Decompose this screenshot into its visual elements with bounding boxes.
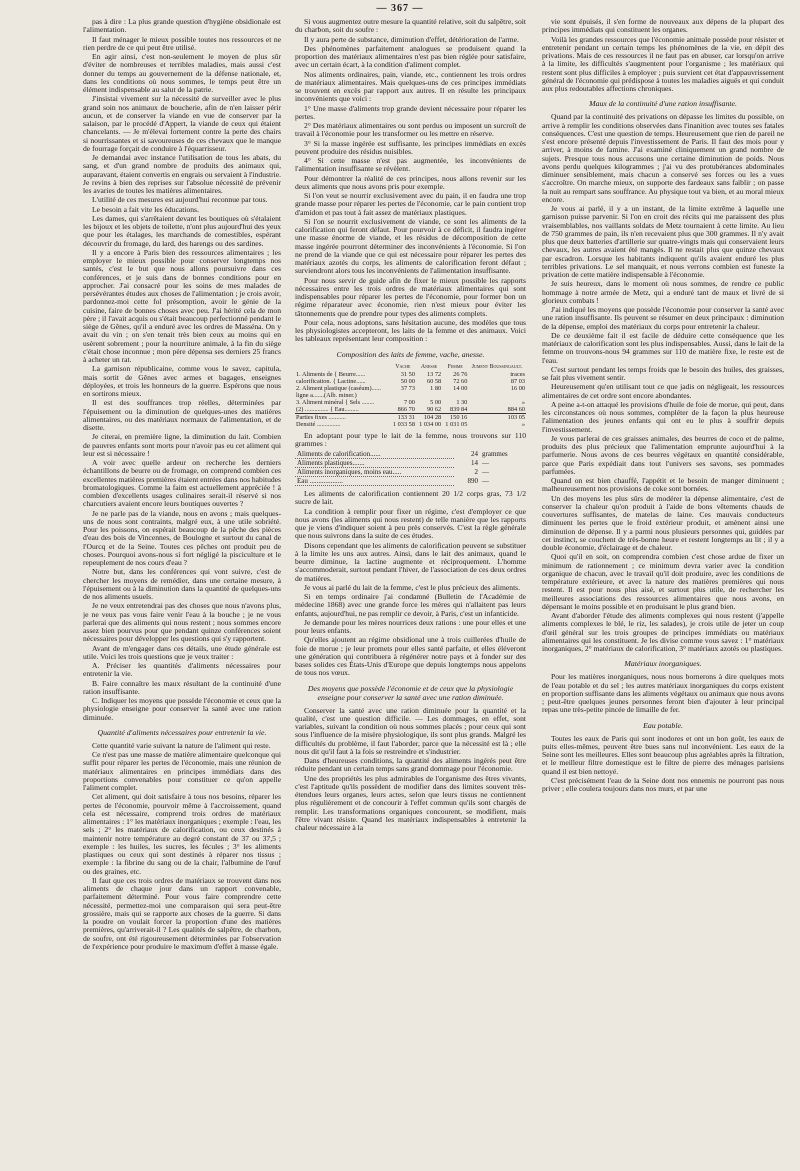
col1-body-a <box>83 18 281 722</box>
table-cell: 1 034 00 <box>419 420 442 428</box>
list-item <box>295 468 526 477</box>
table-cell: 50 00 <box>400 377 415 385</box>
list-item-value: 14 <box>471 459 478 467</box>
table-header-cell <box>295 364 390 371</box>
paragraph: Dans d'heureuses conditions, la quantité des aliments ingérés peut être réduite pendant un certain temps sans grand dommage pour l'économie. <box>295 756 526 774</box>
paragraph: Pour cela, nous adoptons, sans hésitation aucune, des modèles que tous les physiologistes accepteront, les laits de la femme et des animaux. Voici les tableaux représentant leur composition : <box>295 317 526 344</box>
paragraph: Des phénomènes parfaitement analogues se produisent quand la proportion des matériaux alimentaires n'est pas bien réglée pour satisfaire, avec un certain écart, à la condition d'aliment complet. <box>295 43 526 70</box>
list-item-label: Eau ................... <box>295 477 454 486</box>
list-item <box>295 477 526 486</box>
column-3 <box>542 18 784 1165</box>
table-cell: 104 28 <box>416 413 442 421</box>
table-cell: 72 60 <box>453 377 468 385</box>
table-cell: 60 58 <box>426 377 442 385</box>
col3-body-c <box>542 673 784 714</box>
paragraph: Pour nous servir de guide afin de fixer le mieux possible les rapports nécessaires entre les trois ordres de matériaux alimentaires qui sont indispensables pour réparer les pertes de l'économie, pour former bon un régime réparateur avec économie, rien n'est mieux pour éviter les tâtonnements que de prendre pour types des aliments complets. <box>295 275 526 318</box>
table-cell <box>442 392 468 399</box>
table-cell: 884 60 <box>507 405 525 413</box>
col3-body-d <box>542 735 784 794</box>
paragraph: Une des propriétés les plus admirables de l'organisme des êtres vivants, c'est l'aptitude qu'ils possèdent de modifier dans des limites souvent très-étendues leurs organes, leurs actes, selon que leurs tissus ne contiennent plus régulièrement et de concourir à l'effet commun qu'ils sont chargés de remplir. Les transformations organiques concourent, se modifient, mais l'être vivant résiste. Quand les matériaux indispensables à entretenir la chaleur nécessaire à la <box>295 773 526 832</box>
paragraph: Je vous parlerai de ces graisses animales, des beurres de coco et de palme, produits des plus précieux que l'alimentation emprunte aujourd'hui à la parfumerie. Nous avons de ces beurres végétaux en quantité considérable, parce que Paris expédiait dans tout l'univers ses savons, ses pommades parfumées. <box>542 433 784 476</box>
paragraph: Si l'on veut se nourrir exclusivement avec du pain, il en faudra une trop grande masse pour réparer les pertes de l'économie, car le pain contient trop d'amidon et pas tout à fait assez de matériaux plastiques. <box>295 191 526 217</box>
paragraph: Je suis heureux, dans le moment où nous sommes, de rendre ce public hommage à notre armée de Metz, qui a enduré tant de maux et livré de si glorieux combats ! <box>542 279 784 305</box>
paragraph: Quoi qu'il en soit, on comprendra combien c'est chose ardue de fixer un minimum de rationnement ; ce minimum devra varier avec la condition organique de chacun, avec le travail qu'il doit produire, avec les conditions de température extérieure, et avec la nature des matières premières qui nous restent. Il est pour nous plus aisé, et surtout plus utile, de rechercher les meilleures associations des ressources alimentaires que nous avons, en dépensant le moins possible et en produisant le plus grand bien. <box>542 552 784 611</box>
table-header-row <box>295 364 526 371</box>
list-item-value: 890 <box>467 477 478 485</box>
table-cell: Parties fixes ........... <box>295 413 390 421</box>
column-1 <box>83 18 281 1165</box>
list-item <box>295 450 526 459</box>
table-row <box>295 399 526 406</box>
paragraph: La garnison républicaine, comme vous le savez, capitula, mais sortit de Gênes avec armes et bagages, enseignes déployées, et trois les honneurs de la guerre. Espérons que nous en sortirons mieux. <box>83 364 281 398</box>
page-number: — 367 — <box>376 3 424 14</box>
table-cell: 839 84 <box>450 405 468 413</box>
table-row <box>295 385 526 392</box>
aliment-list <box>295 450 526 486</box>
paragraph: Je ne veux entretendrai pas des choses que nous n'avons plus, je ne veux pas vous faire venir l'eau à la bouche ; je ne vous parlerai que des aliments qui nous restent ; nous sommes encore assez bien pourvus pour que pendant quinze conférences soient nécessaires pour développer les questions qui s'y rapportent. <box>83 601 281 644</box>
list-item <box>295 459 526 468</box>
table-cell: 7 00 <box>403 398 415 406</box>
paragraph: C'est précisément l'eau de la Seine dont nos ennemis ne pourront pas nous priver ; elle coulera toujours dans nos murs, et par une <box>542 775 784 793</box>
table-cell: Densité ............... <box>296 420 341 428</box>
paragraph: 3° Si la masse ingérée est suffisante, les principes immédiats en excès peuvent produire des résidus nuisibles. <box>295 138 526 156</box>
paragraph: C'est surtout pendant les temps froids que le besoin des huiles, des graisses, se fait plus vivement sentir. <box>542 364 784 382</box>
paragraph: Je ne parle pas de la viande, nous en avons ; mais quelques-uns de nous sont contraints, malgré eux, à une utile sobriété. Pour les poissons, on espérait beaucoup de la pêche des pièces d'eau des bois de Vincennes, de Boulogne et surtout du canal de l'Ourcq et de la Seine. Toutes ces pêches ont produit peu de choses. Pourquoi avons-nous si fort négligé la pisciculture et le repeuplement de nos cours d'eau ? <box>83 508 281 567</box>
list-item-label: Aliments de calorification...... <box>295 450 454 459</box>
table-cell: 13 72 <box>426 370 442 378</box>
paragraph: J'ai indiqué les moyens que possède l'économie pour conserver la santé avec une ration insuffisante. Ils peuvent se résumer en deux principaux : diminution de la dépense, emploi des matériaux du corps pour entretenir la chaleur. <box>542 305 784 331</box>
col2-body-c <box>295 707 526 833</box>
table-title: Composition des laits de femme, vache, anesse. <box>336 349 485 359</box>
table-cell: 866 70 <box>397 405 415 413</box>
table-cell: 1 30 <box>456 398 468 406</box>
section-heading-eau: Eau potable. <box>643 720 683 730</box>
paragraph: Conserver la santé avec une ration diminuée pour la quantité et la qualité, c'est une question difficile. — Les dommages, en effet, sont variables, suivant la condition où nous sommes placés ; pour ceux qui sont sous l'influence de la misère physiologique, ils sont plus grands. Malgré les difficultés du problème, il faut l'aborder, parce que la nécessité est là ; elle nous dit qu'il faut à la fois se restreindre et s'industrier. <box>295 705 526 756</box>
table-row <box>295 371 526 378</box>
paragraph: Si l'on se nourrit exclusivement de viande, ce sont les aliments de la calorification qui feront défaut. Pour pourvoir à ce déficit, il faudra ingérer une masse énorme de viande, et les résidus de décomposition de cette masse ingérée pourront déterminer des inconvénients à l'économie. Si l'on ne prend de la viande que ce qui est nécessaire pour réparer les pertes des matériaux azotés du corps, les aliments de calorification feront défaut ; surviendront alors tous les inconvénients de l'alimentation insuffisante. <box>295 216 526 276</box>
table-header-cell: Vache <box>395 363 411 370</box>
list-item-unit: — <box>482 459 489 467</box>
milk-composition-table <box>295 364 526 428</box>
table-header-cell: Jument Boussingault. <box>471 363 523 370</box>
paragraph: Quand on est bien chauffé, l'appétit et le besoin de manger diminuent ; malheureusement nos provisions de coke sont bornées. <box>542 476 784 494</box>
paragraph: Ce n'est pas une masse de matière alimentaire quelconque qui suffit pour réparer les pertes de l'économie, mais une réunion de matériaux alimentaires en principes immédiats dans des proportions convenables pour constituer ce qu'on appelle l'aliment complet. <box>83 750 281 792</box>
table-cell: 150 16 <box>442 413 468 421</box>
table-cell: 16 00 <box>510 384 525 392</box>
paragraph: B. Faire connaître les maux résultant de la continuité d'une ration insuffisante. <box>83 678 281 696</box>
table-cell <box>468 392 526 399</box>
paragraph: 1° Une masse d'aliments trop grande devient nécessaire pour réparer les pertes. <box>295 103 526 121</box>
table-row <box>295 392 526 399</box>
paragraph: 2° Des matériaux alimentaires ou sont perdus ou imposent un surcroît de travail à l'économie pour les transformer ou les mettre en réserve. <box>295 121 526 139</box>
paragraph: Quand par la continuité des privations on dépasse les limites du possible, on arrive à remplir les conditions observées dans l'inanition avec toutes ses fatales conséquences. C'est une question de temps. Heureusement que rien de pareil ne s'est encore présenté depuis l'investissement de Paris. Il faut des mois pour y arriver, à moins de famine. J'ai examiné cliniquement un grand nombre de sujets. Presque tous nous accusons une certaine diminution de poids. Nous avons perdu quelques kilogrammes ; j'ai vu des protubérances abdominales diminuer sensiblement, mais chacun a conservé ses forces ou les a vues s'accroître. On marche mieux, on supporte des fardeaux sans faiblir ; on passe la nuit au rempart sans souffrance. Au physique tout va bien, et au moral mieux encore. <box>542 112 784 204</box>
table-cell: 1. Aliments de { Beurre...... <box>296 370 366 378</box>
table-cell: 14 00 <box>453 384 468 392</box>
paragraph: Notre but, dans les conférences qui vont suivre, c'est de chercher les moyens de remédier, dans une certaine mesure, à l'épuisement ou à la diminution dans la quantité de quelques-uns de nos aliments usuels. <box>83 567 281 601</box>
paragraph: Avant d'aborder l'étude des aliments complexes qui nous restent (j'appelle aliments complexes le blé, le riz, les salades), je crois utile de jeter un coup d'œil général sur les trois groupes de principes immédiats ou matériaux alimentaires qui les constituent. Je les divise comme vous savez : 1° matériaux inorganiques, 2° matériaux de calorification, 3° matériaux azotés ou plastiques. <box>542 611 784 653</box>
paragraph: Qu'elles ajoutent au régime obsidional une à trois cuillerées d'huile de foie de morue ; je leur promets pour elles santé parfaite, et elles éléveront une génération qui contribuera à régénérer notre pays et à fonder sur des bases solides ces États-Unis d'Europe que depuis longtemps nous appelons de tous nos vœux. <box>295 635 526 678</box>
table-row <box>295 406 526 414</box>
table-cell: » <box>521 420 525 428</box>
paragraph: Cet aliment, qui doit satisfaire à tous nos besoins, réparer les pertes de l'économie, pourvoir même à l'accroissement, quand cela est nécessaire, comprend trois ordres de matériaux alimentaires : 1° les matériaux inorganiques ; exemple : l'eau, les sels ; 2° les matériaux de calorification, ou ceux destinés à maintenir notre température au degré constant de 37 ou 37,5 ; exemple : les huiles, les sucres, les fécules ; 3° les aliments plastiques ou ceux qui sont destinés à réparer nos tissus ; exemple : la fibrine du sang ou de la chair, l'albumine de l'œuf ou des graines, etc. <box>83 792 281 876</box>
table-cell: 5 00 <box>430 398 442 406</box>
list-item-value: 24 <box>471 450 478 459</box>
table-cell: 103 05 <box>468 413 526 421</box>
paragraph: En adoptant pour type le lait de la femme, nous trouvons sur 110 grammes : <box>295 430 526 448</box>
paragraph: Un des moyens les plus sûrs de modérer la dépense alimentaire, c'est de conserver la chaleur qu'on produit à l'aide de bons vêtements chauds de couvertures suffisantes, de matelas de laine. Ces mauvais conducteurs diminuent les pertes que le froid extérieur produit, et amènent ainsi une diminution de dépense. Il y a parmi nous plusieurs personnes qui, guidées par cet instinct, se couchent de très-bonne heure et restent longtemps au lit ; il y a double économie, d'éclairage et de chaleur. <box>542 493 784 552</box>
paragraph: La condition à remplir pour fixer un régime, c'est d'employer ce que nous avons (les aliments qui nous restent) de telle manière que les rapports que je viens d'indiquer soient à peu près conservés. C'est la règle générale que nous suivrons dans la suite de ces études. <box>295 506 526 541</box>
paragraph: Nos aliments ordinaires, pain, viande, etc., contiennent les trois ordres de matériaux alimentaires. Mais quelques-uns de ces principes immédiats se trouvent en excès par rapport aux autres. Il en résulte les principaux inconvénients que voici : <box>295 69 526 104</box>
table-row <box>295 421 526 428</box>
paragraph: Il faut ménager le mieux possible toutes nos ressources et ne rien perdre de ce qui peut être utilisé. <box>83 34 281 52</box>
list-item-label: Aliments plastiques....... <box>295 459 454 468</box>
paragraph: Cette quantité varie suivant la nature de l'aliment qui reste. <box>92 740 271 750</box>
paragraph: Je vous ai parlé du lait de la femme, c'est le plus précieux des aliments. <box>304 582 521 592</box>
table-header-cell: Anesse <box>420 363 438 370</box>
table-cell: 3. Aliment minéral { Sels ........ <box>296 398 375 406</box>
paragraph: Je citerai, en première ligne, la diminution du lait. Combien de pauvres enfants sont morts pour n'avoir pas eu cet aliment qui leur est si nécessaire ! <box>83 432 281 458</box>
paragraph: Je vous ai parlé, il y a un instant, de la limite extrême à laquelle une garnison puisse parvenir. Si l'on en croit des récits qui me paraissent des plus vraisemblables, nos vaillants soldats de Metz tournaient à cette limite. Au lieu de 750 grammes de pain, ils n'en recevaient plus que 300 grammes. Il n'y avait plus que deux batteries d'artillerie sur quatre-vingts mais qui conservaient leurs chevaux, les autres avaient été mangés. Il ne restait plus que quinze chevaux par escadron. Lorsque les habitants indiquent qu'ils avaient enduré les plus terribles privations. Le sel manquait, et nous verrons combien est funeste la privation de cette matière indispensable à l'économie. <box>542 204 784 279</box>
paragraph: Si en temps ordinaire j'ai condamné (Bulletin de l'Académie de médecine 1868) avec une grande force les mères qui n'allaitent pas leurs enfants, aujourd'hui, ne pas remplir ce devoir, à Paris, c'est un infanticide. <box>295 592 526 618</box>
table-cell <box>390 392 416 399</box>
section-heading-quantite: Quantité d'aliments nécessaires pour entretenir la vie. <box>97 727 267 737</box>
table-header-cell: Femme <box>447 363 463 370</box>
list-item-unit: grammes <box>482 450 508 459</box>
section-heading-materiaux: Matériaux inorganiques. <box>624 659 702 669</box>
col2-body-b <box>295 490 526 678</box>
table-row <box>295 413 526 421</box>
paragraph: Les dames, qui s'arrêtaient devant les boutiques où s'étalaient les bijoux et les objets de toilette, n'ont plus aujourd'hui des yeux que pour les étalages, les marchands de comestibles, espérant découvrir du fromage, du lard, des harengs ou des sardines. <box>83 213 281 248</box>
paragraph: De ce deuxième fait il est facile de déduire cette conséquence que les matériaux de calorification sont les plus indispensables. Aussi, dans le lait de la femme on trouvons-nous 94 grammes sur 110 de matière fixe, le reste est de l'eau. <box>542 330 784 365</box>
col3-body-a <box>542 18 784 93</box>
list-item-unit: — <box>482 477 489 485</box>
paragraph: Avant de m'engager dans ces détails, une étude générale est utile. Voici les trois questions que je veux traiter : <box>83 643 281 661</box>
table-cell: 2. Aliment plastique (caséum)...... <box>296 384 381 392</box>
paragraph: vie sont épuisés, il s'en forme de nouveaux aux dépens de la plupart des principes immédiats qui constituent les organes. <box>542 18 784 35</box>
table-cell: 133 31 <box>390 413 416 421</box>
section-heading-maux: Maux de la continuité d'une ration insuffisante. <box>589 99 737 109</box>
col3-body-b <box>542 113 784 653</box>
col1-body-b <box>83 742 281 951</box>
table-cell: 1 033 58 <box>392 420 415 428</box>
paragraph: Le besoin a fait vite les éducations. <box>92 204 199 214</box>
paragraph: Je demandai avec instance l'utilisation de tous les abats, du sang, et d'un grand nombre de produits des animaux qui, auparavant, étaient convertis en engrais ou servaient à l'industrie. Je revins à bien des reprises sur l'absolue nécessité de prévenir les avaries de toutes les matières alimentaires. <box>83 153 281 195</box>
section-heading-moyens: Des moyens que possède l'économie et de ceux que la physiologie enseigne pour conserver la santé avec une ration diminuée. <box>307 683 514 702</box>
table-cell <box>416 392 442 399</box>
table-cell: ligne a.......(Alb. miner.) <box>296 391 357 399</box>
paragraph: En agir ainsi, c'est non-seulement le moyen de plus sûr d'éviter de nombreuses et terribles maladies, mais aussi c'est donner du temps au gouvernement de la défense nationale, et, dans les conditions où nous sommes, le temps peut être un élément indispensable au salut de la patrie. <box>83 52 281 94</box>
paragraph: Pour démontrer la réalité de ces principes, nous allons revenir sur les deux aliments que nous avons pris pour exemple. <box>295 173 526 191</box>
table-cell: calorification. { Lactine...... <box>296 377 366 385</box>
paragraph: A peine a-t-on attaqué les provisions d'huile de foie de morue, qui peut, dans les circonstances où nous sommes, compléter de la façon la plus heureuse l'alimentation des jeunes enfants qui ont eu le plus à souffrir depuis l'investissement. <box>542 399 784 434</box>
table-cell: 90 62 <box>426 405 442 413</box>
paragraph: C. Indiquer les moyens que possède l'économie et ceux que la physiologie enseigne pour conserver la santé avec une ration diminuée. <box>83 696 281 722</box>
paragraph: Si vous augmentez outre mesure la quantité relative, soit du salpêtre, soit du charbon, soit du soufre : <box>295 18 526 35</box>
paragraph: Il y aura perte de substance, diminution d'effet, détérioration de l'arme. <box>304 34 519 44</box>
table-cell: 87 03 <box>510 377 525 385</box>
paragraph: Toutes les eaux de Paris qui sont inodores et ont un bon goût, les eaux de puits elles-mêmes, peuvent être bues sans nul inconvénient. Les eaux de la Seine sont les meilleures. Elles sont beaucoup plus agréables après la filtration, et le meilleur filtre domestique est le filtre de pierre des ménages parisiens quand il est bien nettoyé. <box>542 733 784 776</box>
paragraph: Pour les matières inorganiques, nous nous bornerons à dire quelques mots de l'eau potable et du sel ; les autres matériaux inorganiques du corps existent en proportion suffisante dans les aliments végétaux ou animaux que nous avons ; peut-être quelques jeunes personnes feront bien d'ajouter à leur principal repas une très-petite pincée de limaille de fer. <box>542 672 784 715</box>
list-item-label: Aliments inorganiques, moins eau..... <box>295 468 454 477</box>
table-cell: 26 76 <box>453 370 468 378</box>
table-cell: » <box>521 398 525 406</box>
table-cell: 1 031 05 <box>445 420 468 428</box>
col2-body-a <box>295 18 526 344</box>
paragraph: Les aliments de calorification contiennent 20 1/2 corps gras, 73 1/2 sucre de lait. <box>295 489 526 507</box>
paragraph: A voir avec quelle ardeur on recherche les derniers échantillons de beurre ou de fromage, on comprend combien ces excellentes matières premières étaient entrées dans nos habitudes bromatologiques. Comme la faim est actuellement appréciée ! à combien d'excellents usages culinaires serait-il réservé si nos charcutiers avaient encore leurs boutiques ouvertes ? <box>83 458 281 509</box>
table-cell: 1 80 <box>430 384 442 392</box>
table-cell: traces <box>510 370 525 378</box>
paragraph: Heureusement qu'en utilisant tout ce que jadis on négligeait, les ressources alimentaires de cet ordre sont encore abondantes. <box>542 382 784 400</box>
col2-body-mid <box>295 432 526 449</box>
list-item-value: 2 <box>474 468 478 476</box>
paragraph: Il est des souffrances trop réelles, déterminées par l'épuisement ou la diminution de quelques-unes des matières alimentaires, ou des matériaux normaux de l'alimentation, et de disette. <box>83 398 281 432</box>
column-2 <box>295 18 526 1165</box>
paragraph: pas à dire : La plus grande question d'hygiène obsidionale est l'alimentation. <box>83 18 281 35</box>
paragraph: L'utilité de ces mesures est aujourd'hui reconnue par tous. <box>92 195 268 205</box>
paragraph: Disons cependant que les aliments de calorification peuvent se substituer à la limite les uns aux autres. Ainsi, dans le lait des animaux, quand le beurre diminue, la lactine augmente et réciproquement. L'homme s'accommoderait, surtout pendant l'hiver, de l'association de ces deux ordres de matières. <box>295 540 526 583</box>
table-cell: (2) ............... { Eau......... <box>296 405 359 413</box>
paragraph: Je demande pour les mères nourrices deux rations : une pour elles et une pour leurs enfants. <box>295 617 526 635</box>
table-cell: 31 50 <box>400 370 415 378</box>
table-row <box>295 378 526 385</box>
paragraph: Il faut que ces trois ordres de matériaux se trouvent dans nos aliments de chaque jour dans un rapport convenable, parfaitement déterminé. Pour vous faire comprendre cette nécessité, permettez-moi une comparaison qui sera peut-être grossière, mais qui se rapporte aux choses de la guerre. Si dans la poudre on voulait forcer la proportion d'une des matières premières, qu'arriverait-il ? Les qualités de salpêtre, de charbon, de soufre, ont été rigoureusement déterminées par l'observation de l'expérience pour produire le maximum d'effet à masse égale. <box>83 875 281 951</box>
paragraph: 4° Si cette masse n'est pas augmentée, les inconvénients de l'alimentation insuffisante se révèlent. <box>295 156 526 174</box>
table-cell: 37 73 <box>400 384 415 392</box>
paragraph: Voilà les grandes ressources que l'économie animale possède pour résister et entretenir pendant un certain temps les phénomènes de la vie, en dépit des privations. Mais de ces ressources il ne faut pas en abuser, car lorsqu'on arrive à la limite, les difficultés s'augmentent pour l'organisme ; les matériaux qui restent sont plus difficiles à employer ; puis survient cet état d'appauvrissement général de l'économie qui prédispose à toutes les maladies aiguës et qui conduit aux plus redoutables affections chroniques. <box>542 34 784 93</box>
paragraph: A. Préciser les quantités d'aliments nécessaires pour entretenir la vie. <box>83 661 281 679</box>
paragraph: Il y a encore à Paris bien des ressources alimentaires ; les employer le mieux possible pour conserver longtemps nos santés, c'est le but que nous allons poursuivre dans ces conférences, et je suis dans de bonnes conditions pour en approcher. J'ai consacré pour les soins de mes malades de persévérantes études aux choses de l'alimentation ; je crois avoir, pardonnez-moi cette fol présomption, avoir le génie de la cuisine, faire de bonnes choses avec peu. J'ai hérité cela de mon père ; il l'avait acquis ou s'était beaucoup perfectionné pendant le siège de Gênes, qu'il a enduré avec les ordres de Masséna. On y avait du vin ; on s'en tenait très bien ceux au moins qui en usèrent sobrement ; pour la nourriture animale, à la fin du siège c'était chose inconnue ; mon père dépensa ses derniers 25 francs à acheter un rat. <box>83 247 281 364</box>
list-item-unit: — <box>482 468 489 476</box>
paragraph: J'insistai vivement sur la nécessité de surveiller avec le plus grand soin nos animaux de boucherie, afin de n'en laisser périr aucun, et de conserver la viande en vue de conserver par la salaison, par le procédé d'Appert, la viande de ceux qui étaient chancelants. — Je m'élevai fortement contre la perte des chairs si nourrissantes et si savoureuses de ces chevaux que le manque de fourrage forçait de conduire à l'équarrisseur. <box>83 94 281 153</box>
